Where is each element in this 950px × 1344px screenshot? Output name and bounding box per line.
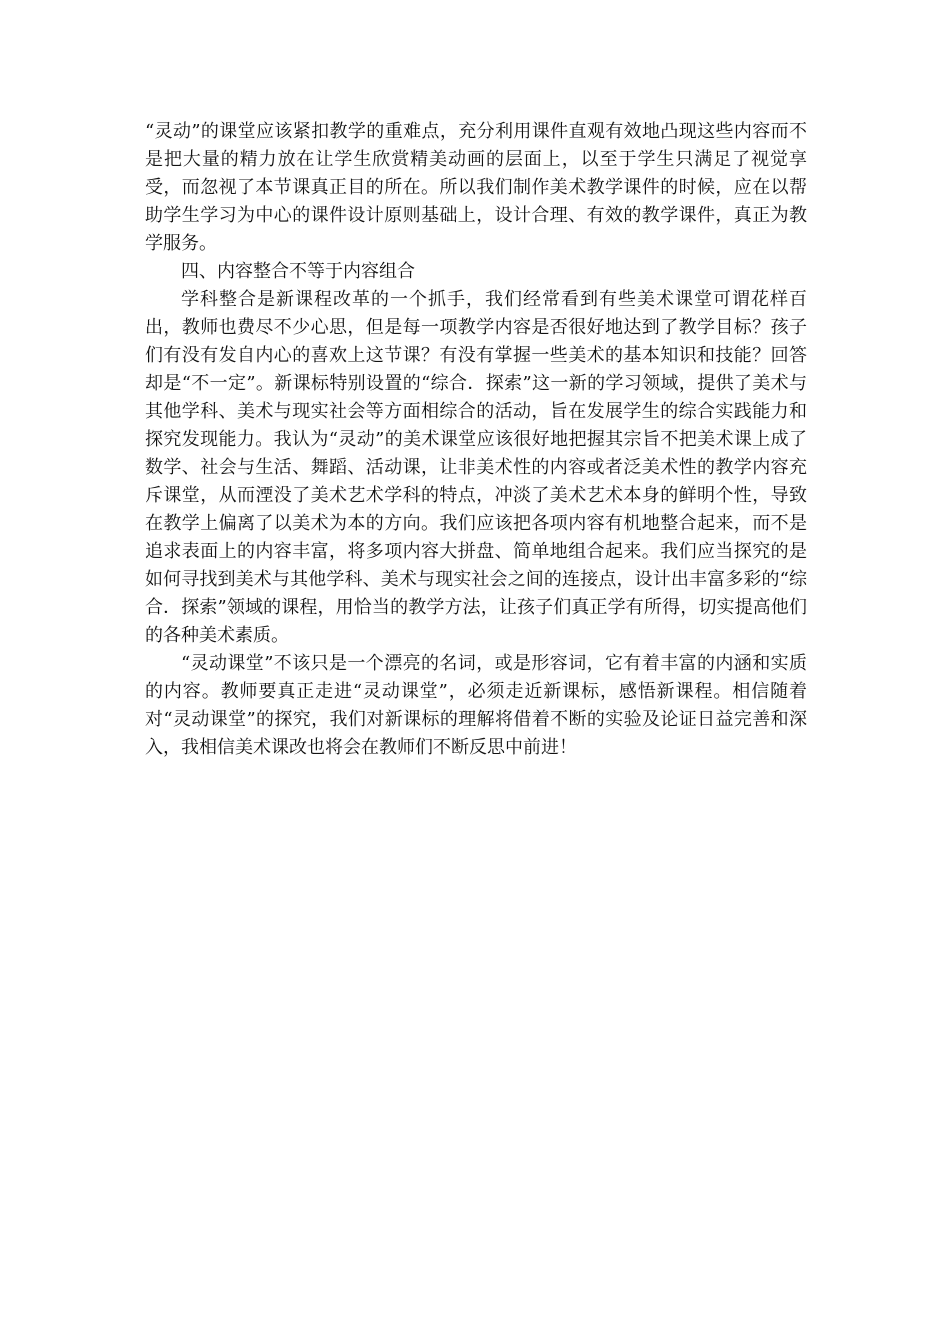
paragraph-conclusion: “灵动课堂”不该只是一个漂亮的名词，或是形容词，它有着丰富的内涵和实质的内容。教师要真正走进“灵动课堂”，必须走近新课标，感悟新课程。相信随着对“灵动课堂”的探究，我们对新课标的理解将借着不断的实验及论证日益完善和深入，我相信美术课改也将会在教师们不断反思中前进！ — [145, 653, 807, 758]
paragraph-courseware-summary: “灵动”的课堂应该紧扣教学的重难点，充分利用课件直观有效地凸现这些内容而不是把大量的精力放在让学生欣赏精美动画的层面上，以至于学生只满足了视觉享受，而忽视了本节课真正目的所在。所以我们制作美术教学课件的时候，应在以帮助学生学习为中心的课件设计原则基础上，设计合理、有效的教学课件，真正为教学服务。 — [145, 121, 807, 254]
paragraph-subject-integration: 学科整合是新课程改革的一个抓手，我们经常看到有些美术课堂可谓花样百出，教师也费尽不少心思，但是每一项教学内容是否很好地达到了教学目标？孩子们有没有发自内心的喜欢上这节课？有没有掌握一些美术的基本知识和技能？回答却是“不一定”。新课标特别设置的“综合．探索”这一新的学习领域，提供了美术与其他学科、美术与现实社会等方面相综合的活动，旨在发展学生的综合实践能力和探究发现能力。我认为“灵动”的美术课堂应该很好地把握其宗旨不把美术课上成了数学、社会与生活、舞蹈、活动课，让非美术性的内容或者泛美术性的教学内容充斥课堂，从而湮没了美术艺术学科的特点，冲淡了美术艺术本身的鲜明个性，导致在教学上偏离了以美术为本的方向。我们应该把各项内容有机地整合起来，而不是追求表面上的内容丰富，将多项内容大拼盘、简单地组合起来。我们应当探究的是如何寻找到美术与其他学科、美术与现实社会之间的连接点，设计出丰富多彩的“综合．探索”领域的课程，用恰当的教学方法，让孩子们真正学有所得，切实提高他们的各种美术素质。 — [145, 289, 807, 646]
document-body — [145, 118, 807, 762]
section-heading-content-integration: 四、内容整合不等于内容组合 — [181, 261, 415, 282]
